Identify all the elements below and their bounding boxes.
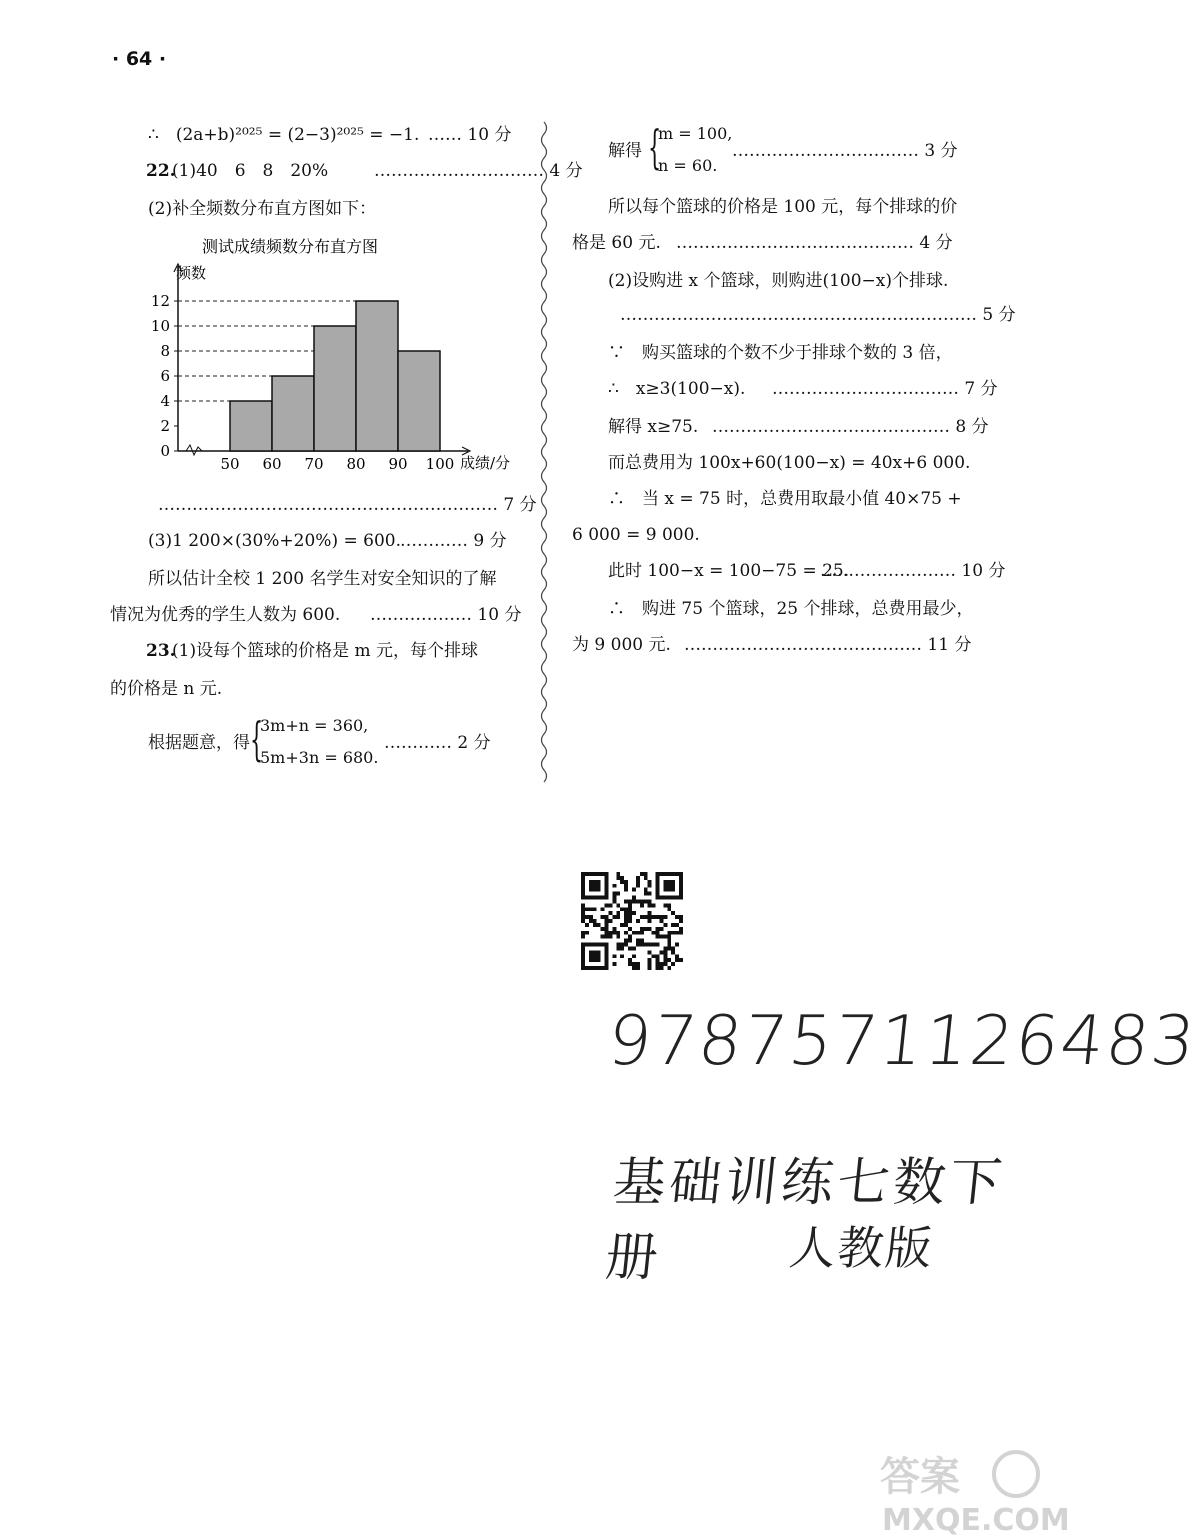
qr-module xyxy=(620,946,624,950)
qr-module xyxy=(644,892,648,896)
qr-module xyxy=(632,896,636,900)
q23-number: 23. xyxy=(146,641,176,661)
qr-module xyxy=(612,892,616,896)
qr-module xyxy=(624,884,628,888)
qr-module xyxy=(616,903,620,907)
qr-module xyxy=(628,962,632,966)
answer-line-2: 格是 60 元. xyxy=(572,233,661,253)
qr-module xyxy=(663,915,667,919)
q22-part3: (3)1 200×(30%+20%) = 600. xyxy=(148,531,401,551)
qr-module xyxy=(648,927,652,931)
qr-module xyxy=(581,919,585,923)
qr-module xyxy=(648,958,652,962)
qr-module xyxy=(656,954,660,958)
qr-module xyxy=(667,966,671,970)
qr-module xyxy=(601,927,605,931)
x-tick-label: 70 xyxy=(304,455,324,473)
qr-module xyxy=(644,888,648,892)
qr-module xyxy=(656,943,660,947)
svg-text:MXQE.COM: MXQE.COM xyxy=(882,1503,1070,1536)
qr-module xyxy=(636,899,640,903)
qr-module xyxy=(675,923,679,927)
equation-system-1 xyxy=(260,714,378,770)
qr-module xyxy=(663,935,667,939)
y-tick-label: 4 xyxy=(160,392,170,410)
q22-part1: (1)40 6 8 20% xyxy=(172,161,329,181)
page-number: · 64 · xyxy=(112,48,167,70)
qr-finder xyxy=(656,896,683,900)
qr-module xyxy=(585,931,589,935)
qr-module xyxy=(659,935,663,939)
qr-module xyxy=(601,935,605,939)
qr-finder xyxy=(679,872,683,899)
qr-module xyxy=(628,939,632,943)
qr-module xyxy=(581,931,585,935)
qr-module xyxy=(659,950,663,954)
qr-module xyxy=(632,966,636,970)
qr-module xyxy=(640,939,644,943)
score-8: …………………………………… 8 分 xyxy=(712,417,989,437)
solve-label: 解得 xyxy=(608,141,642,161)
qr-module xyxy=(632,888,636,892)
qr-module xyxy=(656,927,660,931)
svg-text:答案: 答案 xyxy=(880,1454,960,1500)
qr-module xyxy=(605,931,609,935)
qr-module xyxy=(656,915,660,919)
qr-module xyxy=(616,892,620,896)
qr-module xyxy=(632,899,636,903)
qr-module xyxy=(620,923,624,927)
qr-module xyxy=(652,954,656,958)
qr-module xyxy=(659,927,663,931)
score-9: ………… 9 分 xyxy=(400,531,507,551)
score-10c: …………………… 10 分 xyxy=(820,561,1006,581)
y-tick-label: 8 xyxy=(160,342,170,360)
qr-module xyxy=(679,919,683,923)
qr-module xyxy=(605,935,609,939)
qr-module xyxy=(601,915,605,919)
conclusion-line: ∴ (2a+b)²⁰²⁵ = (2−3)²⁰²⁵ = −1. xyxy=(148,125,420,145)
brace-symbol-2: { xyxy=(648,120,662,174)
qr-module xyxy=(667,946,671,950)
qr-module xyxy=(679,915,683,919)
qr-finder xyxy=(605,943,609,970)
qr-module xyxy=(636,939,640,943)
score-10b: ……………… 10 分 xyxy=(370,605,522,625)
qr-module xyxy=(640,915,644,919)
total-cost-line: 而总费用为 100x+60(100−x) = 40x+6 000. xyxy=(608,453,971,473)
y-tick-label: 6 xyxy=(160,367,170,385)
histogram-bar xyxy=(230,401,272,451)
score-11: …………………………………… 11 分 xyxy=(684,635,972,655)
axis-break-zigzag xyxy=(186,445,202,455)
histogram-chart xyxy=(150,236,530,476)
qr-module xyxy=(640,872,644,876)
qr-module xyxy=(608,919,612,923)
q22-number: 22. xyxy=(146,161,176,181)
qr-module xyxy=(616,946,620,950)
score-4: ………………………… 4 分 xyxy=(374,161,583,181)
qr-finder xyxy=(663,880,675,892)
brace-symbol: { xyxy=(250,712,264,766)
qr-module xyxy=(644,876,648,880)
qr-module xyxy=(675,943,679,947)
y-axis-label: 频数 xyxy=(176,264,207,282)
histogram-bar xyxy=(356,301,398,451)
qr-finder xyxy=(589,880,601,892)
qr-module xyxy=(644,872,648,876)
qr-finder xyxy=(581,896,608,900)
qr-finder xyxy=(581,872,585,899)
qr-module xyxy=(648,892,652,896)
x-axis-label: 成绩/分 xyxy=(460,454,511,472)
qr-module xyxy=(663,903,667,907)
qr-module xyxy=(628,911,632,915)
y-tick-label: 2 xyxy=(160,417,170,435)
score-5: ……………………………………………………… 5 分 xyxy=(620,305,1016,325)
qr-module xyxy=(667,943,671,947)
qr-module xyxy=(605,919,609,923)
qr-module xyxy=(605,923,609,927)
qr-module xyxy=(648,911,652,915)
qr-module xyxy=(632,931,636,935)
qr-module xyxy=(663,946,667,950)
solution-x: 解得 x≥75. xyxy=(608,417,699,437)
qr-module xyxy=(671,911,675,915)
qr-module xyxy=(581,911,585,915)
answer-line-1: 所以每个篮球的价格是 100 元，每个排球的价 xyxy=(608,197,958,217)
qr-module xyxy=(656,935,660,939)
qr-module xyxy=(605,915,609,919)
solution-m: m = 100, xyxy=(658,124,733,143)
qr-module xyxy=(656,931,660,935)
qr-module xyxy=(616,935,620,939)
qr-module xyxy=(612,915,616,919)
qr-module xyxy=(624,907,628,911)
qr-module xyxy=(605,903,609,907)
qr-finder xyxy=(581,966,608,970)
equation-2: 5m+3n = 680. xyxy=(260,748,379,767)
qr-module xyxy=(581,907,585,911)
score-10: …… 10 分 xyxy=(428,125,512,145)
q23-part1: (1)设每个篮球的价格是 m 元，每个排球 xyxy=(172,641,479,661)
qr-module xyxy=(616,872,620,876)
final-conclusion-1: ∴ 购进 75 个篮球，25 个排球，总费用最少， xyxy=(608,599,974,619)
qr-module xyxy=(624,888,628,892)
qr-code xyxy=(580,872,684,970)
qr-module xyxy=(659,962,663,966)
qr-module xyxy=(648,880,652,884)
qr-module xyxy=(616,911,620,915)
y-tick-label: 12 xyxy=(150,292,170,310)
qr-module xyxy=(648,943,652,947)
column-divider xyxy=(538,122,550,772)
handwritten-book-title: 基础训练七数下册 xyxy=(602,1153,1009,1288)
qr-module xyxy=(636,880,640,884)
qr-module xyxy=(612,954,616,958)
qr-module xyxy=(667,903,671,907)
qr-module xyxy=(675,931,679,935)
histogram-bar xyxy=(272,376,314,451)
qr-module xyxy=(640,899,644,903)
qr-module xyxy=(644,899,648,903)
x-tick-label: 50 xyxy=(220,455,240,473)
qr-module xyxy=(640,943,644,947)
qr-module xyxy=(585,915,589,919)
qr-module xyxy=(644,943,648,947)
qr-module xyxy=(605,927,609,931)
qr-module xyxy=(679,931,683,935)
qr-module xyxy=(663,962,667,966)
qr-module xyxy=(636,876,640,880)
qr-module xyxy=(644,927,648,931)
qr-module xyxy=(601,907,605,911)
q23-part1-cont: 的价格是 n 元. xyxy=(110,679,223,699)
x-tick-label: 100 xyxy=(425,455,455,473)
qr-module xyxy=(628,907,632,911)
score-3: …………………………… 3 分 xyxy=(732,141,958,161)
qr-finder xyxy=(581,943,608,947)
volleyball-count: 此时 100−x = 100−75 = 25. xyxy=(608,561,850,581)
equation-1: 3m+n = 360, xyxy=(260,716,369,735)
qr-module xyxy=(612,931,616,935)
qr-module xyxy=(628,903,632,907)
qr-finder xyxy=(581,872,608,876)
histogram-bar xyxy=(314,326,356,451)
qr-module xyxy=(608,911,612,915)
qr-module xyxy=(628,919,632,923)
score-4b: …………………………………… 4 分 xyxy=(676,233,953,253)
qr-module xyxy=(667,958,671,962)
qr-module xyxy=(624,880,628,884)
qr-module xyxy=(616,931,620,935)
qr-module xyxy=(620,876,624,880)
qr-module xyxy=(581,903,585,907)
qr-module xyxy=(624,939,628,943)
qr-module xyxy=(659,966,663,970)
qr-module xyxy=(632,962,636,966)
qr-finder xyxy=(605,872,609,899)
qr-module xyxy=(671,946,675,950)
qr-module xyxy=(624,923,628,927)
handwritten-edition: 人教版 xyxy=(786,1221,937,1275)
qr-module xyxy=(663,950,667,954)
qr-module xyxy=(593,923,597,927)
qr-module xyxy=(624,943,628,947)
qr-module xyxy=(589,907,593,911)
equation-system-2 xyxy=(658,122,732,178)
qr-module xyxy=(656,966,660,970)
qr-module xyxy=(640,927,644,931)
qr-module xyxy=(659,919,663,923)
qr-module xyxy=(624,931,628,935)
qr-module xyxy=(628,946,632,950)
y-tick-label: 10 xyxy=(150,317,170,335)
score-7: …………………………………………………… 7 分 xyxy=(158,495,537,515)
qr-module xyxy=(608,903,612,907)
qr-finder xyxy=(656,872,660,899)
qr-module xyxy=(648,884,652,888)
qr-module xyxy=(675,958,679,962)
qr-module xyxy=(589,919,593,923)
qr-finder xyxy=(656,872,683,876)
min-cost-line-1: ∴ 当 x = 75 时，总费用取最小值 40×75 + xyxy=(608,489,962,509)
score-7b: …………………………… 7 分 xyxy=(772,379,998,399)
qr-module xyxy=(628,927,632,931)
qr-module xyxy=(632,946,636,950)
min-cost-line-2: 6 000 = 9 000. xyxy=(572,525,700,545)
qr-module xyxy=(671,923,675,927)
qr-module xyxy=(632,954,636,958)
x-tick-label: 90 xyxy=(388,455,408,473)
qr-module xyxy=(608,935,612,939)
qr-module xyxy=(648,950,652,954)
qr-module xyxy=(640,903,644,907)
y-tick-label: 0 xyxy=(160,442,170,460)
x-tick-label: 60 xyxy=(262,455,282,473)
qr-module xyxy=(632,911,636,915)
qr-module xyxy=(589,915,593,919)
qr-module xyxy=(636,884,640,888)
qr-module xyxy=(620,954,624,958)
qr-module xyxy=(616,876,620,880)
qr-module xyxy=(648,966,652,970)
qr-module xyxy=(648,962,652,966)
qr-module xyxy=(675,954,679,958)
qr-module xyxy=(644,915,648,919)
qr-module xyxy=(636,966,640,970)
qr-module xyxy=(608,931,612,935)
q23-part2: (2)设购进 x 个篮球，则购进(100−x)个排球. xyxy=(608,271,949,291)
qr-module xyxy=(648,915,652,919)
qr-module xyxy=(593,907,597,911)
x-tick-label: 80 xyxy=(346,455,366,473)
qr-module xyxy=(624,911,628,915)
q22-part2: (2)补全频数分布直方图如下： xyxy=(148,199,377,219)
qr-module xyxy=(612,927,616,931)
qr-module xyxy=(648,899,652,903)
qr-finder xyxy=(589,950,601,962)
final-conclusion-2: 为 9 000 元. xyxy=(572,635,671,655)
qr-module xyxy=(667,907,671,911)
watermark-logo xyxy=(876,1442,1070,1536)
qr-module xyxy=(620,880,624,884)
qr-module xyxy=(667,935,671,939)
handwritten-isbn: 9787571126483 xyxy=(603,1002,1201,1081)
qr-module xyxy=(671,962,675,966)
qr-module xyxy=(597,923,601,927)
qr-module xyxy=(636,931,640,935)
qr-module xyxy=(659,915,663,919)
qr-module xyxy=(628,935,632,939)
qr-module xyxy=(616,915,620,919)
qr-module xyxy=(624,899,628,903)
qr-module xyxy=(628,915,632,919)
qr-module xyxy=(656,962,660,966)
qr-module xyxy=(628,958,632,962)
q22-conclusion-2: 情况为优秀的学生人数为 600. xyxy=(110,605,341,625)
qr-module xyxy=(648,919,652,923)
qr-module xyxy=(648,903,652,907)
chart-title: 测试成绩频数分布直方图 xyxy=(201,237,379,256)
qr-module xyxy=(652,915,656,919)
qr-module xyxy=(667,939,671,943)
qr-module xyxy=(663,958,667,962)
qr-module xyxy=(585,923,589,927)
qr-module xyxy=(612,896,616,900)
qr-module xyxy=(581,935,585,939)
qr-module xyxy=(671,950,675,954)
q22-conclusion-1: 所以估计全校 1 200 名学生对安全知识的了解 xyxy=(148,569,497,589)
qr-module xyxy=(636,962,640,966)
qr-module xyxy=(652,931,656,935)
qr-module xyxy=(679,958,683,962)
qr-module xyxy=(585,907,589,911)
qr-module xyxy=(636,919,640,923)
solution-n: n = 60. xyxy=(658,156,718,175)
qr-module xyxy=(652,943,656,947)
qr-module xyxy=(671,931,675,935)
qr-module xyxy=(612,884,616,888)
q23-setup: 根据题意，得 xyxy=(148,733,250,753)
qr-module xyxy=(679,927,683,931)
qr-module xyxy=(636,943,640,947)
qr-module xyxy=(612,962,616,966)
qr-module xyxy=(652,903,656,907)
qr-module xyxy=(620,943,624,947)
condition-line: ∵ 购买篮球的个数不少于排球个数的 3 倍， xyxy=(608,343,953,363)
qr-module xyxy=(624,919,628,923)
qr-module xyxy=(667,931,671,935)
qr-module xyxy=(593,919,597,923)
qr-module xyxy=(663,954,667,958)
histogram-bar xyxy=(398,351,440,451)
qr-module xyxy=(640,931,644,935)
qr-finder xyxy=(581,943,585,970)
qr-module xyxy=(612,899,616,903)
score-2: ………… 2 分 xyxy=(384,733,491,753)
qr-module xyxy=(675,915,679,919)
qr-module xyxy=(656,958,660,962)
qr-module xyxy=(624,915,628,919)
qr-module xyxy=(616,943,620,947)
qr-module xyxy=(620,907,624,911)
qr-module xyxy=(581,915,585,919)
inequality-line: ∴ x≥3(100−x). xyxy=(608,379,746,399)
qr-module xyxy=(663,923,667,927)
qr-module xyxy=(628,899,632,903)
